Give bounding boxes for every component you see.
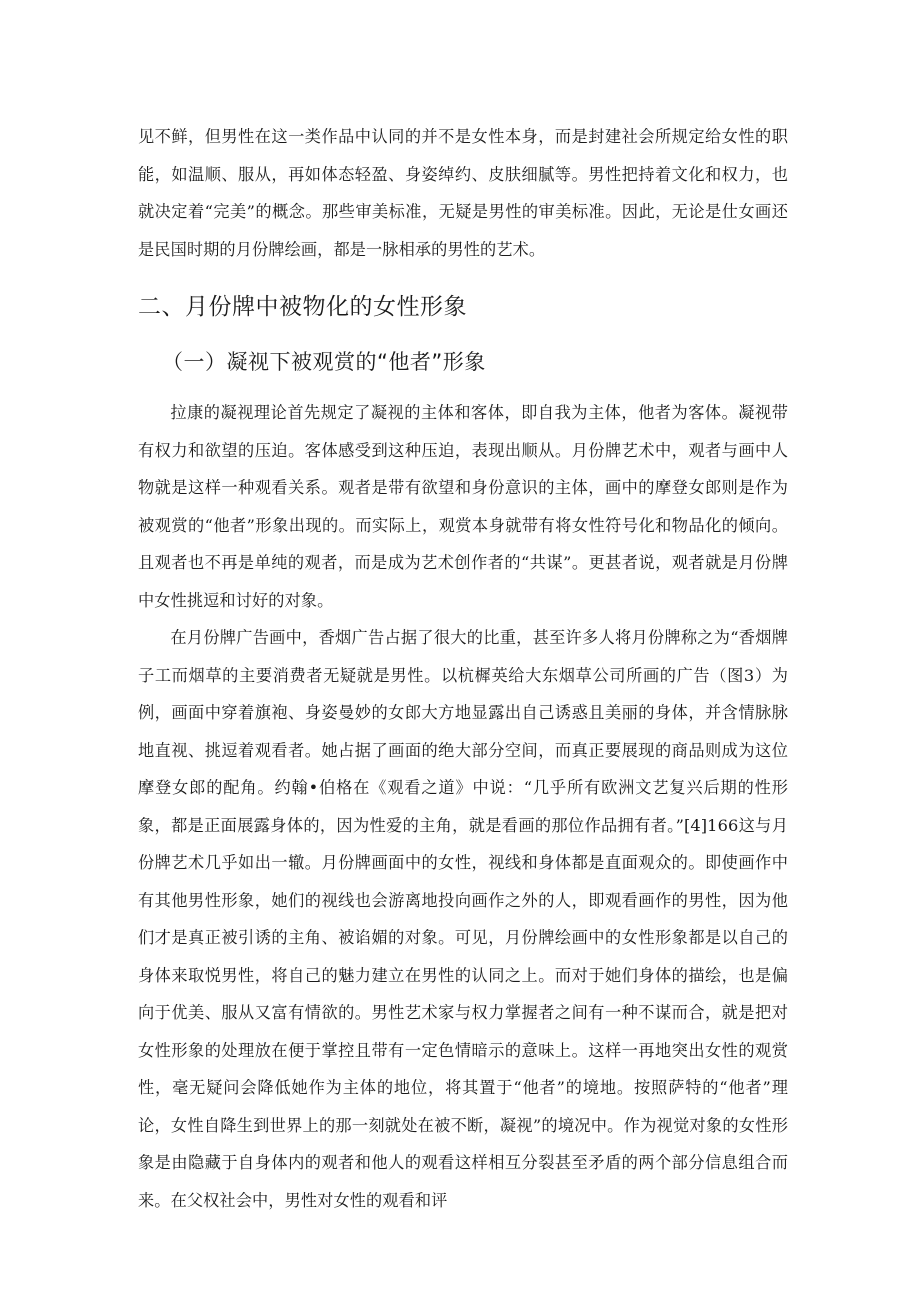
section-heading: 二、月份牌中被物化的女性形象 [138,294,467,320]
body-paragraph-2: 在月份牌广告画中，香烟广告占据了很大的比重，甚至许多人将月份牌称之为“香烟牌子工而烟草的主要消费者无疑就是男性。以杭樨英给大东烟草公司所画的广告（图3）为例，画面中穿着旗袍、身姿曼妙的女郎大方地显露出自己诱惑且美丽的身体，并含情脉脉地直视、挑逗着观看者。她占据了画面的绝大部分空间，而真正要展现的商品则成为这位摩登女郎的配角。约翰•伯格在《观看之道》中说：“几乎所有欧洲文艺复兴后期的性形象，都是正面展露身体的，因为性爱的主角，就是看画的那位作品拥有者。”[4]166这与月份牌艺术几乎如出一辙。月份牌画面中的女性，视线和身体都是直面观众的。即使画作中有其他男性形象，她们的视线也会游离地投向画作之外的人，即观看画作的男性，因为他们才是真正被引诱的主角、被谄媚的对象。可见，月份牌绘画中的女性形象都是以自己的身体来取悦男性，将自己的魅力建立在男性的认同之上。而对于她们身体的描绘，也是偏向于优美、服从又富有情欲的。男性艺术家与权力掌握者之间有一种不谋而合，就是把对女性形象的处理放在便于掌控且带有一定色情暗示的意味上。这样一再地突出女性的观赏性，毫无疑问会降低她作为主体的地位，将其置于“他者”的境地。按照萨特的“他者”理论，女性自降生到世界上的那一刻就处在被不断，凝视”的境况中。作为视觉对象的女性形象是由隐藏于自身体内的观者和他人的观看这样相互分裂甚至矛盾的两个部分信息组合而来。在父权社会中，男性对女性的观看和评 [138,628,788,1210]
subsection-heading: （一）凝视下被观赏的“他者”形象 [162,350,486,374]
intro-paragraph: 见不鲜，但男性在这一类作品中认同的并不是女性本身，而是封建社会所规定给女性的职能，如温顺、服从，再如体态轻盈、身姿绰约、皮肤细腻等。男性把持着文化和权力，也就决定着“完美”的概念。那些审美标准，无疑是男性的审美标准。因此，无论是仕女画还是民国时期的月份牌绘画，都是一脉相承的男性的艺术。 [138,127,788,259]
document-page [138,118,788,1219]
body-paragraph-1: 拉康的凝视理论首先规定了凝视的主体和客体，即自我为主体，他者为客体。凝视带有权力和欲望的压迫。客体感受到这种压迫，表现出顺从。月份牌艺术中，观者与画中人物就是这样一种观看关系。观者是带有欲望和身份意识的主体，画中的摩登女郎则是作为被观赏的“他者”形象出现的。而实际上，观赏本身就带有将女性符号化和物品化的倾向。且观者也不再是单纯的观者，而是成为艺术创作者的“共谋”。更甚者说，观者就是月份牌中女性挑逗和讨好的对象。 [138,403,788,610]
